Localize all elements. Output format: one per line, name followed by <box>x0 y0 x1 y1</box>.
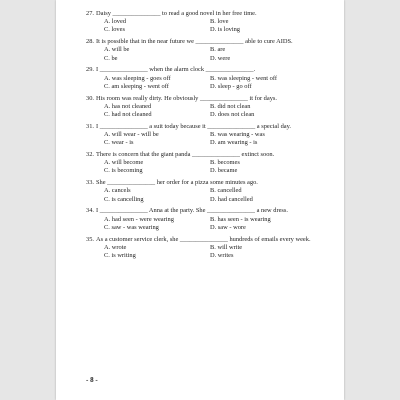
answer-option-b: B. cancelled <box>210 187 242 195</box>
question-text: As a customer service clerk, she _______________ hundreds of emails every week. <box>96 235 311 243</box>
worksheet-page <box>56 0 344 400</box>
question-number: 30. <box>86 94 94 102</box>
question-32 <box>86 151 326 176</box>
answer-option-a: A. was sleeping - goes off <box>104 74 171 82</box>
question-number: 34. <box>86 207 94 215</box>
answer-option-b: B. was sleeping - went off <box>210 74 277 82</box>
answer-option-b: B. did not clean <box>210 102 251 110</box>
answer-options <box>104 18 326 34</box>
question-stem <box>86 207 326 215</box>
answer-option-a: A. wrote <box>104 243 127 251</box>
answer-option-a: A. had seen - were wearing <box>104 215 174 223</box>
question-stem <box>86 123 326 131</box>
question-stem <box>86 10 326 18</box>
answer-option-a: A. cancels <box>104 187 131 195</box>
question-number: 28. <box>86 38 94 46</box>
question-28 <box>86 38 326 63</box>
question-text: There is concern that the giant panda _______________ extinct soon. <box>96 151 275 159</box>
answer-option-b: B. becomes <box>210 159 240 167</box>
answer-options <box>104 187 326 203</box>
answer-option-d: D. saw - wore <box>210 223 246 231</box>
question-text: I _______________ a suit today because it _______________ a special day. <box>96 122 291 130</box>
answer-option-c: C. loves <box>104 26 125 34</box>
answer-option-d: D. were <box>210 54 231 62</box>
question-number: 29. <box>86 66 94 74</box>
answer-option-d: D. is loving <box>210 26 241 34</box>
answer-options <box>104 159 326 175</box>
answer-option-c: C. is becoming <box>104 167 143 175</box>
question-30 <box>86 95 326 120</box>
question-stem <box>86 236 326 244</box>
question-text: It is possible that in the near future we _______________ able to cure AIDS. <box>96 38 293 46</box>
answer-option-c: C. am sleeping - went off <box>104 82 169 90</box>
answer-options <box>104 46 326 62</box>
question-number: 31. <box>86 122 94 130</box>
answer-option-d: D. am wearing - is <box>210 139 258 147</box>
question-27 <box>86 10 326 35</box>
answer-options <box>104 244 326 260</box>
answer-option-b: B. has seen - is wearing <box>210 215 271 223</box>
answer-option-a: A. will wear - will be <box>104 131 159 139</box>
question-34 <box>86 207 326 232</box>
page-number: - 8 - <box>86 376 98 384</box>
answer-option-d: D. sleep - go off <box>210 82 252 90</box>
question-31 <box>86 123 326 148</box>
answer-option-b: B. was wearing - was <box>210 131 265 139</box>
question-35 <box>86 236 326 261</box>
answer-option-b: B. love <box>210 18 229 26</box>
question-text: His room was really dirty. He obviously _______________ it for days. <box>96 94 277 102</box>
answer-options <box>104 103 326 119</box>
answer-option-c: C. is cancelling <box>104 195 144 203</box>
question-number: 32. <box>86 151 94 159</box>
answer-option-a: A. will become <box>104 159 144 167</box>
answer-options <box>104 216 326 232</box>
question-number: 35. <box>86 235 94 243</box>
question-list <box>86 10 326 264</box>
answer-option-a: A. will be <box>104 46 130 54</box>
question-stem <box>86 38 326 46</box>
question-stem <box>86 179 326 187</box>
question-text: I _______________ Anna at the party. She _______________ a new dress. <box>96 207 288 215</box>
question-stem <box>86 95 326 103</box>
question-number: 27. <box>86 10 94 17</box>
question-29 <box>86 66 326 91</box>
answer-option-b: B. are <box>210 46 226 54</box>
answer-option-c: C. wear - is <box>104 139 134 147</box>
answer-option-a: A. has not cleaned <box>104 102 152 110</box>
question-text: I _______________ when the alarm clock _______________. <box>96 66 256 74</box>
answer-option-c: C. had not cleaned <box>104 111 152 119</box>
answer-option-a: A. loved <box>104 18 127 26</box>
answer-option-c: C. is writing <box>104 252 136 260</box>
question-number: 33. <box>86 179 94 187</box>
question-stem <box>86 151 326 159</box>
answer-option-d: D. does not clean <box>210 111 255 119</box>
answer-options <box>104 75 326 91</box>
answer-option-c: C. be <box>104 54 118 62</box>
question-text: Daisy _______________ to read a good novel in her free time. <box>96 10 257 17</box>
answer-option-c: C. saw - was wearing <box>104 223 159 231</box>
question-stem <box>86 66 326 74</box>
answer-option-b: B. will write <box>210 243 243 251</box>
answer-option-d: D. had cancelled <box>210 195 253 203</box>
question-33 <box>86 179 326 204</box>
answer-option-d: D. writes <box>210 252 234 260</box>
question-text: She _______________ her order for a pizza some minutes ago. <box>96 179 258 187</box>
answer-options <box>104 131 326 147</box>
answer-option-d: D. became <box>210 167 238 175</box>
